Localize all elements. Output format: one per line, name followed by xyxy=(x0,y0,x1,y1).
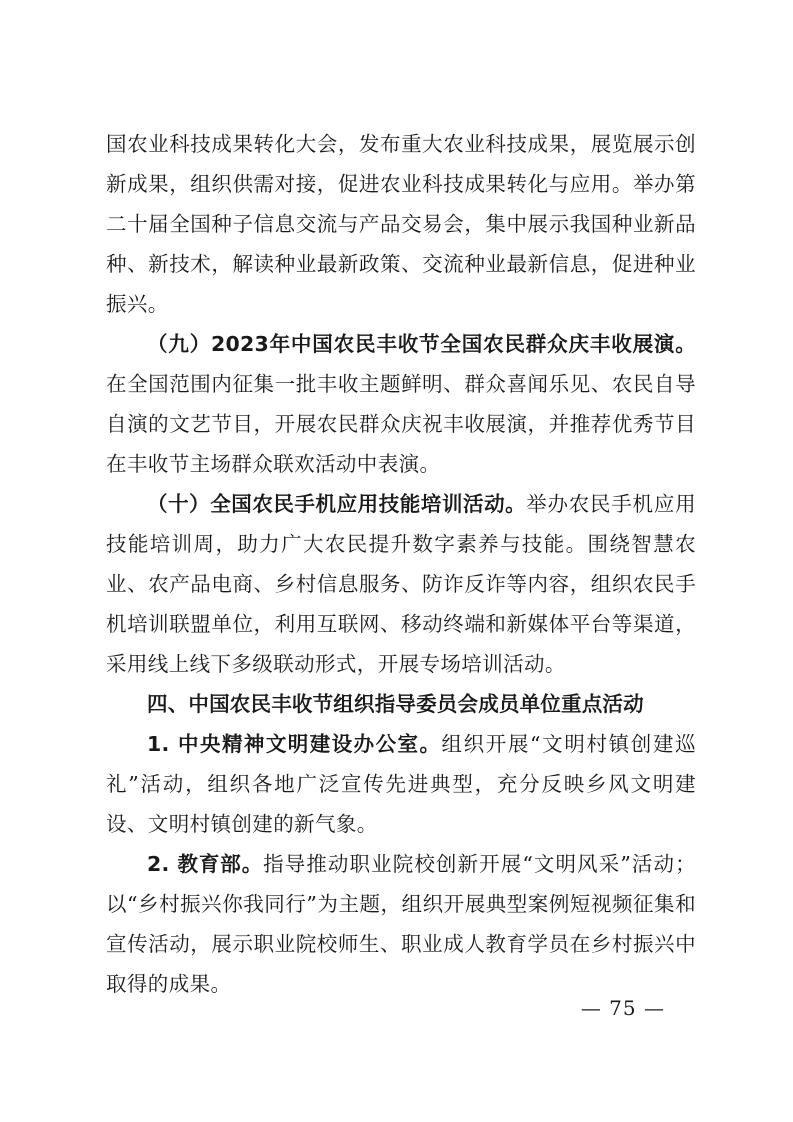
paragraph-lead: （九）2023年中国农民丰收节全国农民群众庆丰收展演。 xyxy=(147,332,696,356)
paragraph-continuation xyxy=(106,124,696,324)
list-item-2 xyxy=(106,844,696,1004)
paragraph-item-ten xyxy=(106,484,696,684)
body-text xyxy=(106,124,696,1004)
list-item-text: 组织开展“文明村镇创建巡礼”活动，组织各地广泛宣传先进典型，充分反映乡风文明建设、文明村镇创建的新气象。 xyxy=(106,732,696,836)
paragraph-lead: （十）全国农民手机应用技能培训活动。 xyxy=(147,492,527,516)
page-number: — 75 — xyxy=(580,996,665,1020)
paragraph-text: 举办农民手机应用技能培训周，助力广大农民提升数字素养与技能。围绕智慧农业、农产品电商、乡村信息服务、防诈反诈等内容，组织农民手机培训联盟单位，利用互联网、移动终端和新媒体平台等渠道，采用线上线下多级联动形式，开展专场培训活动。 xyxy=(106,492,696,676)
section-heading: 四、中国农民丰收节组织指导委员会成员单位重点活动 xyxy=(147,692,644,716)
list-item-1 xyxy=(106,724,696,844)
paragraph-item-nine xyxy=(106,324,696,484)
paragraph-text: 在全国范围内征集一批丰收主题鲜明、群众喜闻乐见、农民自导自演的文艺节目，开展农民群众庆祝丰收展演，并推荐优秀节目在丰收节主场群众联欢活动中表演。 xyxy=(106,372,696,476)
list-item-lead: 2. 教育部。 xyxy=(147,852,264,876)
list-item-text: 指导推动职业院校创新开展“文明风采”活动；以“乡村振兴你我同行”为主题，组织开展典型案例短视频征集和宣传活动，展示职业院校师生、职业成人教育学员在乡村振兴中取得的成果。 xyxy=(106,852,697,996)
paragraph-text: 国农业科技成果转化大会，发布重大农业科技成果，展览展示创新成果，组织供需对接，促进农业科技成果转化与应用。举办第二十届全国种子信息交流与产品交易会，集中展示我国种业新品种、新技术，解读种业最新政策、交流种业最新信息，促进种业振兴。 xyxy=(106,132,696,316)
list-item-lead: 1. 中央精神文明建设办公室。 xyxy=(147,732,442,756)
